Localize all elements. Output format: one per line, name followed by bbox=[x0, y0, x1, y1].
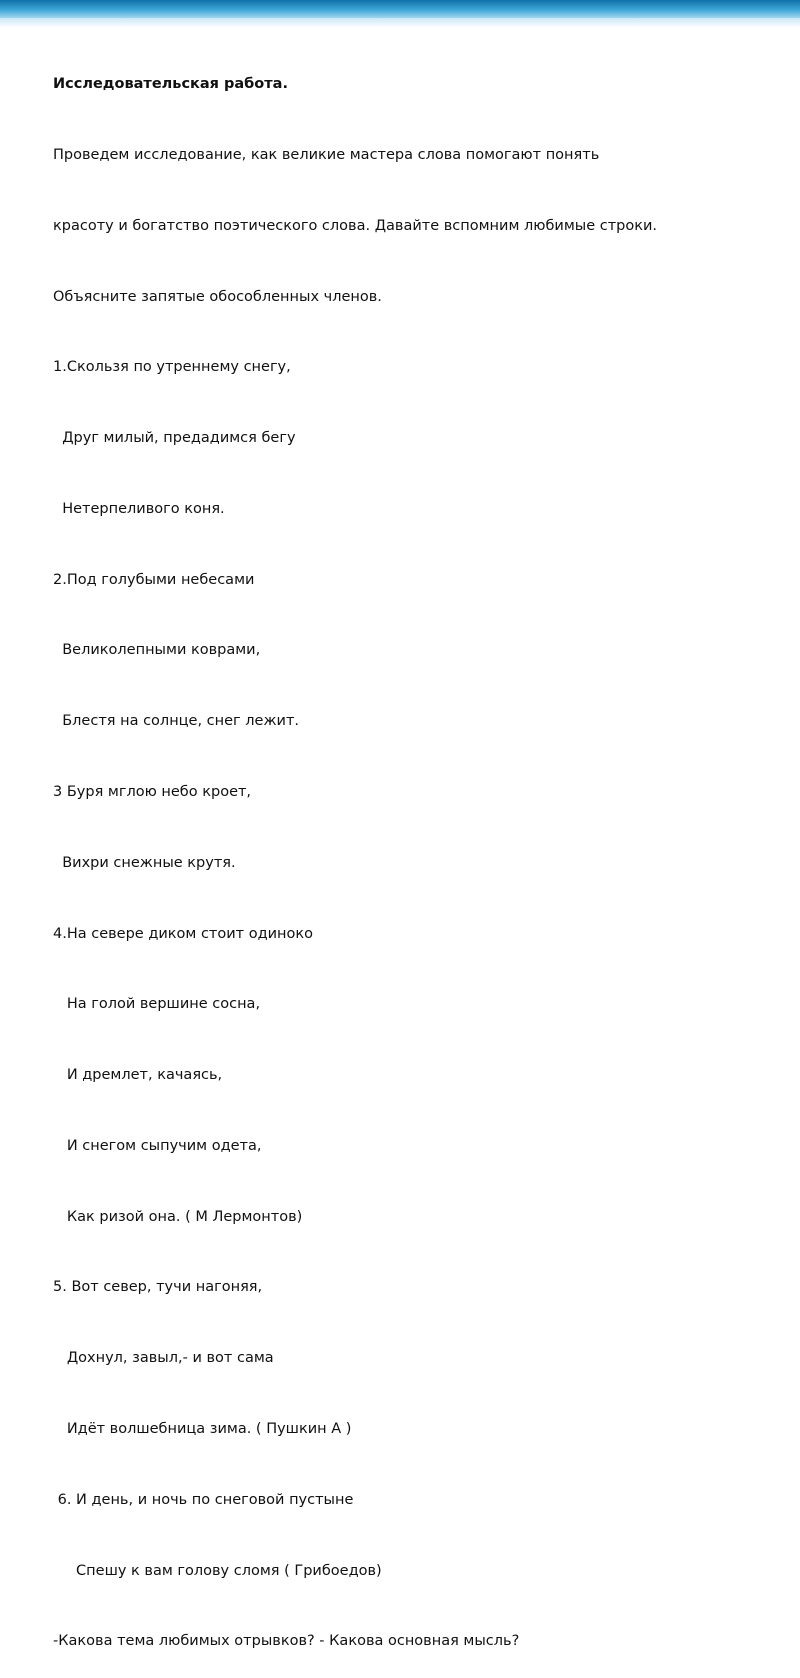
poem-line-6: Блестя на солнце, снег лежит. bbox=[53, 713, 300, 730]
poem-line-14: 5. Вот север, тучи нагоняя, bbox=[53, 1279, 263, 1296]
closing-question: -Какова тема любимых отрывков? - Какова основная мысль? bbox=[53, 1633, 520, 1650]
document-title: Исследовательская работа. bbox=[53, 76, 288, 93]
poem-line-17: 6. И день, и ночь по снеговой пустыне bbox=[53, 1491, 354, 1508]
poem-line-11: И дремлет, качаясь, bbox=[53, 1067, 223, 1084]
text-line-1: Проведем исследование, как великие мастера слова помогают понять bbox=[53, 146, 600, 163]
poem-line-9: 4.На севере диком стоит одиноко bbox=[53, 925, 314, 942]
poem-line-15: Дохнул, завыл,- и вот сама bbox=[53, 1350, 274, 1367]
text-line-2: красоту и богатство поэтического слова. Давайте вспомним любимые строки. bbox=[53, 217, 658, 234]
poem-line-16: Идёт волшебница зима. ( Пушкин А ) bbox=[53, 1421, 352, 1438]
poem-line-8: Вихри снежные крутя. bbox=[53, 854, 236, 871]
poem-line-13: Как ризой она. ( М Лермонтов) bbox=[53, 1208, 303, 1225]
poem-line-18: Спешу к вам голову сломя ( Грибоедов) bbox=[53, 1562, 382, 1579]
slide-content bbox=[53, 26, 783, 1678]
header-gradient-bar bbox=[0, 0, 800, 18]
poem-line-5: Великолепными коврами, bbox=[53, 642, 261, 659]
poem-line-2: Друг милый, предадимся бегу bbox=[53, 430, 296, 447]
poem-line-4: 2.Под голубыми небесами bbox=[53, 571, 255, 588]
text-line-3: Объясните запятые обособленных членов. bbox=[53, 288, 382, 305]
poem-line-3: Нетерпеливого коня. bbox=[53, 500, 225, 517]
poem-line-12: И снегом сыпучим одета, bbox=[53, 1137, 262, 1154]
poem-line-1: 1.Скользя по утреннему снегу, bbox=[53, 359, 291, 376]
poem-line-7: 3 Буря мглою небо кроет, bbox=[53, 784, 252, 800]
poem-line-10: На голой вершине сосна, bbox=[53, 996, 261, 1013]
